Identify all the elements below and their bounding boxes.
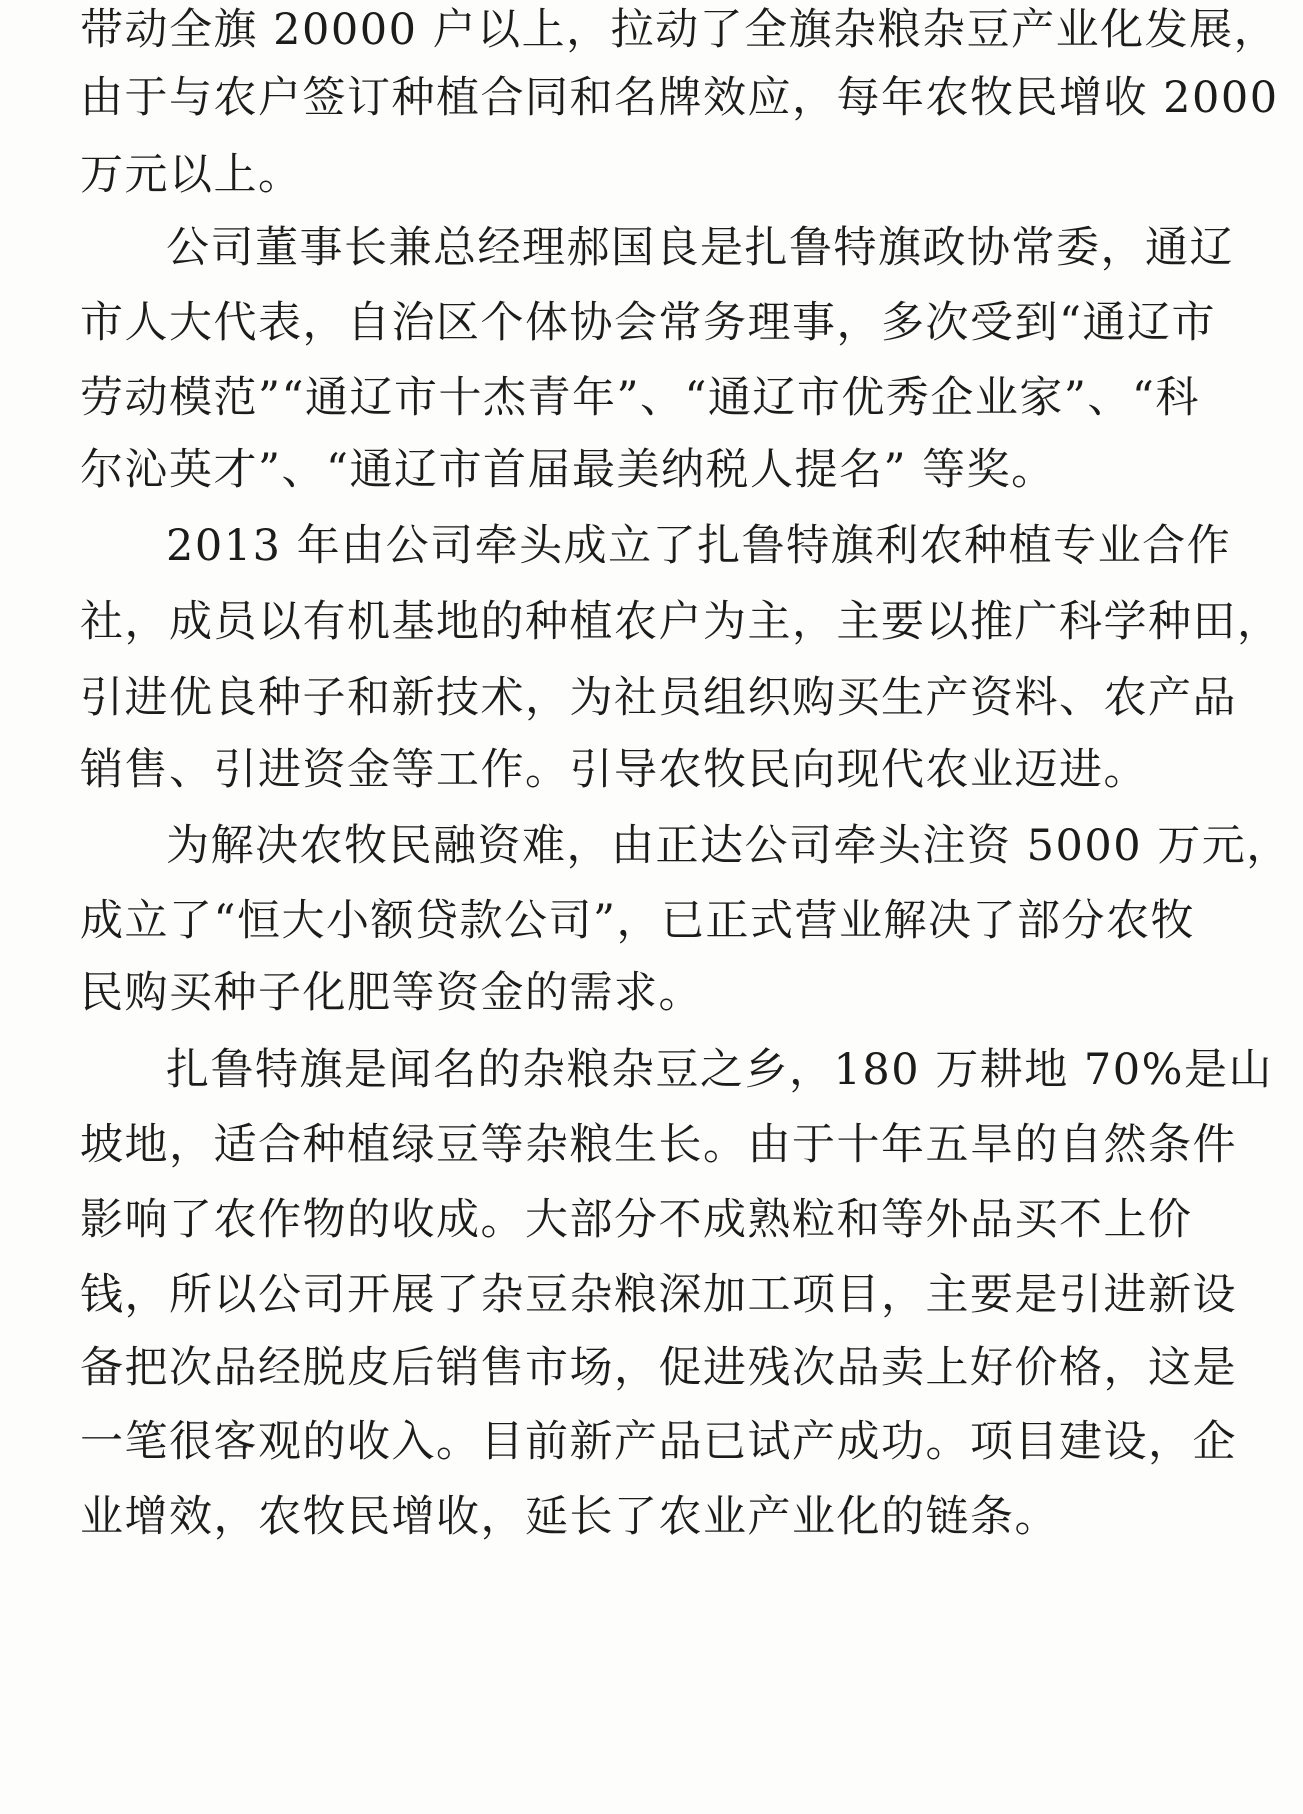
text-line: 社，成员以有机基地的种植农户为主，主要以推广科学种田，: [80, 597, 1282, 647]
text-line: 销售、引进资金等工作。引导农牧民向现代农业迈进。: [80, 745, 1148, 795]
paragraph-start-line: 公司董事长兼总经理郝国良是扎鲁特旗政协常委，通辽: [166, 223, 1234, 273]
text-line: 坡地，适合种植绿豆等杂粮生长。由于十年五旱的自然条件: [80, 1120, 1237, 1170]
text-line: 钱，所以公司开展了杂豆杂粮深加工项目，主要是引进新设: [80, 1270, 1237, 1320]
text-line: 带动全旗 20000 户以上，拉动了全旗杂粮杂豆产业化发展，: [80, 5, 1279, 55]
text-line: 劳动模范”“通辽市十杰青年”、“通辽市优秀企业家”、“科: [80, 373, 1200, 423]
text-line: 尔沁英才”、“通辽市首届最美纳税人提名” 等奖。: [80, 445, 1056, 495]
paragraph-start-line: 2013 年由公司牵头成立了扎鲁特旗利农种植专业合作: [166, 521, 1232, 571]
text-line: 万元以上。: [80, 150, 303, 200]
text-line: 市人大代表，自治区个体协会常务理事，多次受到“通辽市: [80, 298, 1216, 348]
text-line: 民购买种子化肥等资金的需求。: [80, 968, 703, 1018]
text-line: 影响了农作物的收成。大部分不成熟粒和等外品买不上价: [80, 1195, 1193, 1245]
text-line: 一笔很客观的收入。目前新产品已试产成功。项目建设，企: [80, 1417, 1237, 1467]
text-line: 成立了“恒大小额贷款公司”，已正式营业解决了部分农牧: [80, 896, 1195, 946]
paragraph-start-line: 为解决农牧民融资难，由正达公司牵头注资 5000 万元，: [166, 821, 1291, 871]
text-line: 备把次品经脱皮后销售市场，促进残次品卖上好价格，这是: [80, 1343, 1237, 1393]
text-line: 由于与农户签订种植合同和名牌效应，每年农牧民增收 2000: [80, 73, 1279, 123]
paragraph-start-line: 扎鲁特旗是闻名的杂粮杂豆之乡，180 万耕地 70%是山: [166, 1045, 1273, 1095]
text-line: 业增效，农牧民增收，延长了农业产业化的链条。: [80, 1492, 1059, 1542]
text-line: 引进优良种子和新技术，为社员组织购买生产资料、农产品: [80, 673, 1237, 723]
